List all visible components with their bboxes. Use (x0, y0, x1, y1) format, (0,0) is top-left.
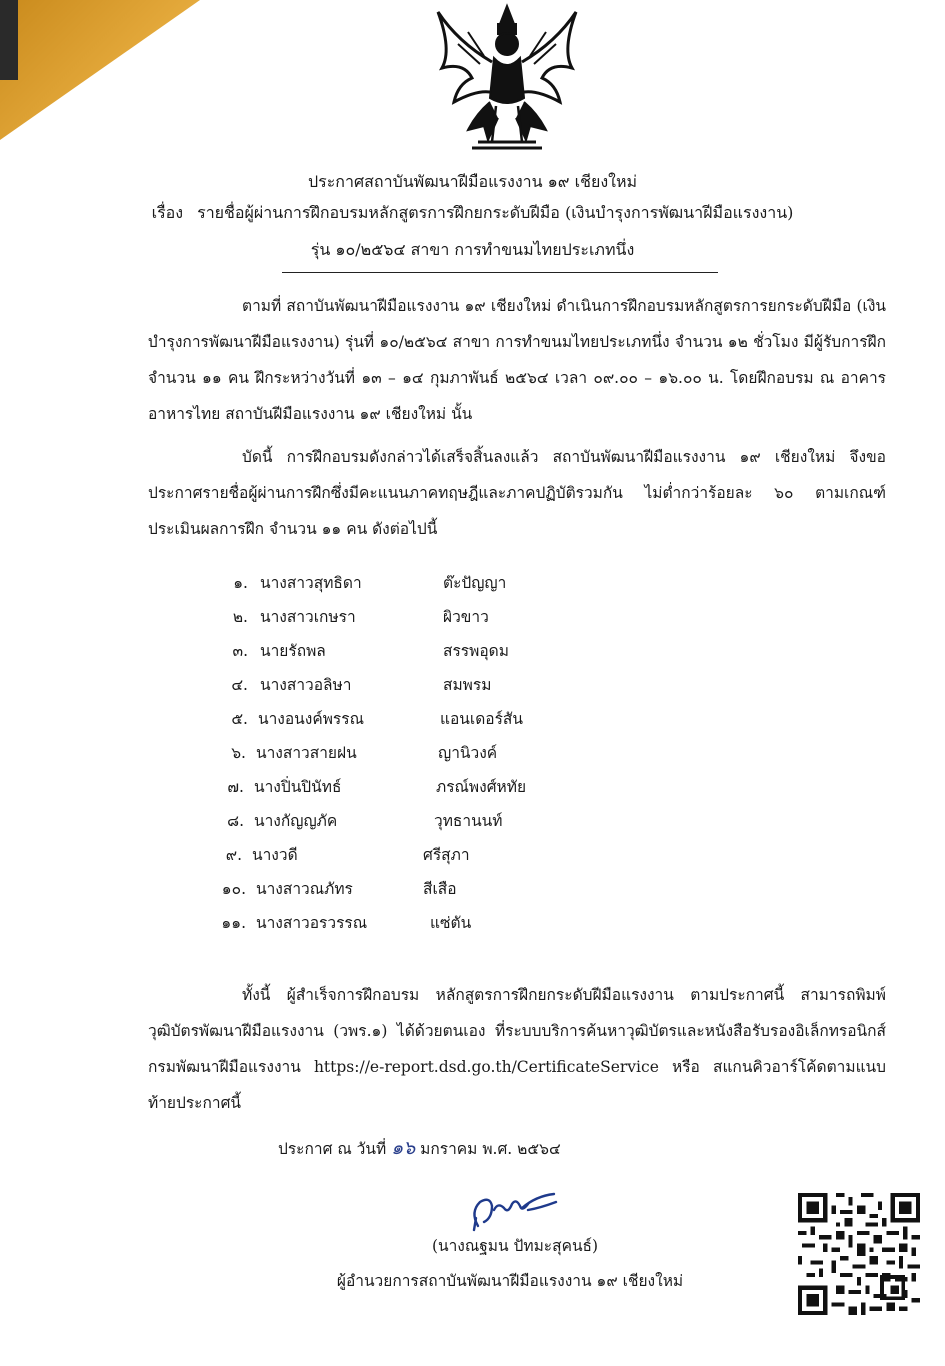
first-name: นางสาวอลิษา (260, 676, 352, 694)
item-number: ๑๐. (221, 880, 246, 898)
last-name: ภรณ์พงศ์หทัย (436, 778, 527, 796)
first-name: นางวดี (252, 846, 298, 864)
list-item (0, 672, 945, 702)
date-month-year: มกราคม พ.ศ. ๒๕๖๔ (420, 1140, 561, 1158)
first-name: นางสาวอรวรรณ (256, 914, 368, 932)
item-number: ๖. (231, 744, 246, 762)
item-number: ๑๑. (221, 914, 246, 932)
last-name: ศรีสุภา (423, 846, 470, 864)
last-name: วุทธานนท์ (434, 812, 503, 830)
last-name: สีเสือ (423, 880, 457, 898)
last-name: แซ่ตัน (430, 914, 472, 932)
first-name: นางสาวเกษรา (260, 608, 356, 626)
last-name: แอนเดอร์สัน (440, 710, 523, 728)
paragraph-certificate: ทั้งนี้ ผู้สำเร็จการฝึกอบรม หลักสูตรการฝึกยกระดับฝีมือแรงงาน ตามประกาศนี้ สามารถพิมพ์วุฒิบัตรพัฒนาฝีมือแรงงาน (วพร.๑) ได้ด้วยตนเอง ที่ระบบบริการค้นหาวุฒิบัตรและหนังสือรับรองอิเล็กทรอนิกส์กรมพัฒนาฝีมือแรงงาน https://e-report.dsd.go.th/CertificateService หรือ สแกนคิวอาร์โค้ดตามแนบท้ายประกาศนี้ (148, 986, 886, 1112)
item-number: ๗. (227, 778, 244, 796)
page-edge-shadow (0, 0, 18, 80)
list-item (0, 842, 945, 872)
last-name: สรรพอุดม (443, 642, 509, 660)
announcement-date (278, 1133, 561, 1163)
date-day: ๑๖ (391, 1137, 416, 1159)
garuda-emblem-icon (428, 2, 586, 152)
first-name: นางสาวสุทธิดา (260, 574, 362, 592)
first-name: นายรัถพล (260, 642, 326, 660)
announcement-batch: รุ่น ๑๐/๒๕๖๔ สาขา การทำขนมไทยประเภทนึ่ง (310, 240, 635, 259)
first-name: นางสาวณภัทร (256, 880, 353, 898)
handwritten-signature (462, 1188, 562, 1232)
date-prefix: ประกาศ ณ วันที่ (278, 1140, 387, 1158)
item-number: ๓. (232, 642, 248, 660)
list-item (0, 910, 945, 940)
list-item (0, 570, 945, 600)
item-number: ๙. (225, 846, 242, 864)
item-number: ๔. (231, 676, 248, 694)
item-number: ๘. (227, 812, 244, 830)
qr-code[interactable] (798, 1193, 920, 1315)
header-divider (282, 272, 718, 273)
signer-name: (นางณฐมน ปัทมะสุคนธ์) (431, 1237, 599, 1255)
list-item (0, 740, 945, 770)
list-item (0, 876, 945, 906)
list-item (0, 604, 945, 634)
first-name: นางอนงค์พรรณ (258, 710, 364, 728)
last-name: ญานิวงค์ (438, 744, 498, 762)
first-name: นางสาวสายฝน (256, 744, 357, 762)
item-number: ๒. (232, 608, 248, 626)
last-name: ต๊ะปัญญา (443, 574, 507, 592)
first-name: นางปิ่นปินัทธ์ (254, 778, 342, 796)
first-name: นางกัญญภัค (254, 812, 338, 830)
signer-position: ผู้อำนวยการสถาบันพัฒนาฝีมือแรงงาน ๑๙ เชียงใหม่ (336, 1272, 684, 1290)
subject-text: รายชื่อผู้ผ่านการฝึกอบรมหลักสูตรการฝึกยกระดับฝีมือ (เงินบำรุงการพัฒนาฝีมือแรงงาน) (197, 203, 794, 222)
item-number: ๑. (233, 574, 248, 592)
paragraph-intro: ตามที่ สถาบันพัฒนาฝีมือแรงงาน ๑๙ เชียงใหม่ ดำเนินการฝึกอบรมหลักสูตรการยกระดับฝีมือ (เงินบำรุงการพัฒนาฝีมือแรงงาน) รุ่นที่ ๑๐/๒๕๖๔ สาขา การทำขนมไทยประเภทนึ่ง จำนวน ๑๒ ชั่วโมง มีผู้รับการฝึกจำนวน ๑๑ คน ฝึกระหว่างวันที่ ๑๓ – ๑๔ กุมภาพันธ์ ๒๕๖๔ เวลา ๐๙.๐๐ – ๑๖.๐๐ น. โดยฝึกอบรม ณ อาคารอาหารไทย สถาบันฝีมือแรงงาน ๑๙ เชียงใหม่ นั้น (148, 297, 886, 423)
page-corner-fold (0, 0, 200, 140)
subject-label: เรื่อง (151, 203, 184, 222)
list-item (0, 706, 945, 736)
list-item (0, 808, 945, 838)
paragraph-result: บัดนี้ การฝึกอบรมดังกล่าวได้เสร็จสิ้นลงแล้ว สถาบันพัฒนาฝีมือแรงงาน ๑๙ เชียงใหม่ จึงขอประกาศรายชื่อผู้ผ่านการฝึกซึ่งมีคะแนนภาคทฤษฎีและภาคปฏิบัติรวมกัน ไม่ต่ำกว่าร้อยละ ๖๐ ตามเกณฑ์ประเมินผลการฝึก จำนวน ๑๑ คน ดังต่อไปนี้ (148, 448, 886, 538)
list-item (0, 774, 945, 804)
announcement-title: ประกาศสถาบันพัฒนาฝีมือแรงงาน ๑๙ เชียงใหม่ (307, 172, 638, 191)
list-item (0, 638, 945, 668)
announcement-subject (0, 201, 945, 226)
item-number: ๕. (231, 710, 248, 728)
last-name: ผิวขาว (443, 608, 489, 626)
last-name: สมพรม (443, 676, 492, 694)
